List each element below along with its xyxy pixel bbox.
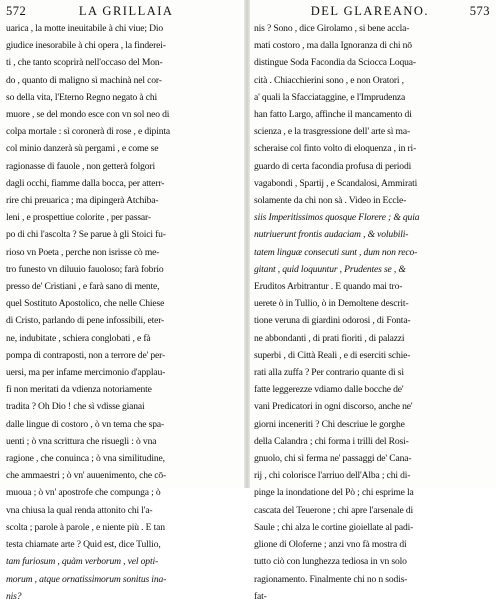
text-line: pinge la inondatione del Pò ; chi esprime la [254, 487, 414, 499]
text-line: ti , che tanto scoprirà nell'occaso del Mon- [6, 57, 163, 69]
text-line: a' quali la Sfacciataggine, e l'Imprudenza [254, 91, 406, 103]
text-line: uersi, ma per infame mercimonio d'applau- [6, 367, 166, 379]
text-line: distingue Soda Facondia da Sciocca Loqua- [254, 57, 416, 69]
text-line: scienza , e la trasgressione dell' arte sì ma- [254, 126, 410, 138]
text-line: morum , atque ornatissimorum sonitus ina- [6, 573, 167, 585]
left-running-title: LA GRILLAIA [78, 4, 174, 18]
left-page-number: 572 [6, 4, 27, 18]
text-line: nis ? Sono , dice Girolamo , si bene accla- [254, 23, 410, 34]
text-line: cità . Chiacchierini sono , e non Oratori , [254, 74, 404, 86]
right-page [254, 4, 490, 602]
text-line: uerete ò in Tullio, ò in Demoltene descrit- [254, 298, 409, 310]
text-line: ragione , che conuinca ; ò vna similitudine, [6, 453, 165, 465]
text-line: giorni inceneriti ? Chi descriue le gorghe [254, 418, 405, 430]
text-line: tatem linguæ consecuti sunt , dum non reco- [254, 246, 418, 258]
right-body-text [254, 20, 490, 605]
text-line: nutriuerunt frontis audaciam , & volubili- [254, 229, 409, 241]
text-line: nis? [6, 590, 22, 602]
text-line: dagli occhi, fiamme dalla bocca, per atterr- [6, 177, 165, 189]
text-line: tro funesto vn diluuio fauoloso; farà fobrio [6, 263, 164, 275]
text-line: tione veruna di giardini odorosi , di Fonta- [254, 315, 411, 327]
text-line: fi non meritati da vdienza notoriamente [6, 384, 152, 396]
text-line: rioso vn Poeta , perche non isrisse cò me- [6, 246, 160, 258]
text-line: gitant , quid loquuntur , Prudentes se , & [254, 263, 406, 275]
text-line: Saule ; chi alza le cortine gioiellate al padi- [254, 521, 414, 533]
text-line: presso de' Cristiani , e farà sano di mente, [6, 281, 160, 293]
text-line: vna chiusa la qual renda attonito chi l'a- [6, 504, 153, 516]
text-line: ne abbondanti , di prati fioriti , di palazzi [254, 332, 405, 344]
text-line: tutto ciò con lunghezza tediosa in vn solo [254, 556, 407, 568]
text-line: ragionasse di fauole , non getterà folgori [6, 160, 156, 172]
text-line: vagabondi , Spartij , e Scandalosi, Ammirati [254, 177, 418, 189]
left-page [6, 4, 242, 602]
text-line: colpa mortale : sì coronerà di rose , e dipinta [6, 126, 170, 138]
right-page-number: 573 [469, 4, 490, 18]
book-gutter [244, 0, 250, 488]
text-line: Eruditos Arbitrantur . E quando mai tro- [254, 281, 403, 293]
text-line: testa chiamate arte ? Quid est, dice Tullio, [6, 539, 161, 551]
text-line: quel Sostituto Apostolico, che nelle Chiese [6, 298, 165, 310]
text-line: po di chi l'ascolta ? Se parue à gli Stoici fu- [6, 229, 166, 241]
text-line: ne, indubitate , schiera conglobati , e fà [6, 332, 151, 344]
text-line: ragionamento. Finalmente chi no n sodis- [254, 573, 408, 585]
text-line: tradita ? Oh Dio ! che sì vdisse gianai [6, 401, 145, 413]
text-line: siis Imperitissimos quosque Florere ; & quia [254, 212, 420, 224]
text-line: han fatto Largo, affinche il mancamento di [254, 109, 412, 121]
text-line: fatte leggerezze vdiamo dalle bocche de' [254, 384, 404, 396]
text-line: superbi , di Città Reali , e di eserciti schie- [254, 349, 411, 361]
left-body-text [6, 20, 242, 605]
text-line: pompa di contraposti, non a terrore de' per- [6, 349, 166, 361]
text-line: so della vita, l'Eterno Regno negato à chi [6, 91, 158, 103]
text-line: solamente da chi non sà . Video in Eccle- [254, 195, 407, 207]
text-line: cascata del Teuerone ; chi apre l'arsenale di [254, 504, 413, 516]
right-running-head [254, 4, 490, 20]
text-line: fat- [254, 590, 267, 602]
text-line: mati costoro , ma dalla Ignoranza di chi nō [254, 40, 412, 52]
text-line: della Calandra ; chi forma i trilli del Rosi- [254, 435, 409, 447]
text-line: tam furiosum , quàm verborum , vel opti- [6, 556, 159, 568]
text-line: leni , e prospettiue colorite , per passar- [6, 212, 151, 224]
text-line: rire chi preuarica ; ma dipingerà Atchiba- [6, 195, 159, 207]
text-line: scolta ; parole à parole , e niente più . E tan [6, 521, 165, 533]
text-line: guardo di certa facondia profusa di periodi [254, 160, 412, 172]
text-line: rati alla zuffa ? Per contrario quante di sì [254, 367, 404, 379]
text-line: scheraise col finto volto di eloquenza , in ri- [254, 143, 417, 155]
text-line: vani Predicatori in ogni discorso, anche ne' [254, 401, 413, 413]
text-line: di Cristo, parlando di pene infossibili, eter- [6, 315, 165, 327]
left-running-head [6, 4, 242, 20]
text-line: gnuolo, chi sì ferma ne' passaggi de' Cana- [254, 453, 412, 465]
text-line: muoua ; ò vn' apostrofe che compunga ; ò [6, 487, 161, 499]
text-line: uenti ; ò vna scrittura che risuegli : ò vna [6, 435, 157, 447]
text-line: giudice inesorabile à chi opera , la finderei- [6, 40, 166, 52]
text-line: glione di Oloferne ; anzi vno fà mostra di [254, 539, 407, 551]
text-line: col minio danzerà sù pergami , e come se [6, 143, 159, 155]
text-line: muore , se del mondo esce con vn sol neo di [6, 109, 170, 121]
text-line: do , quanto di maligno sì machinà nel cor- [6, 74, 162, 86]
text-line: che ammaestri ; ò vn' auuenimento, che cō- [6, 470, 167, 482]
text-line: dalle lingue di costoro , ò vn tema che spa- [6, 418, 165, 430]
text-line: rij , chi colorisce l'arriuo dell'Alba ; chi di- [254, 470, 411, 482]
right-running-title: DEL GLAREANO. [310, 4, 430, 18]
text-line: uarica , la motte ineuitabile à chi viue; Dio [6, 23, 164, 34]
